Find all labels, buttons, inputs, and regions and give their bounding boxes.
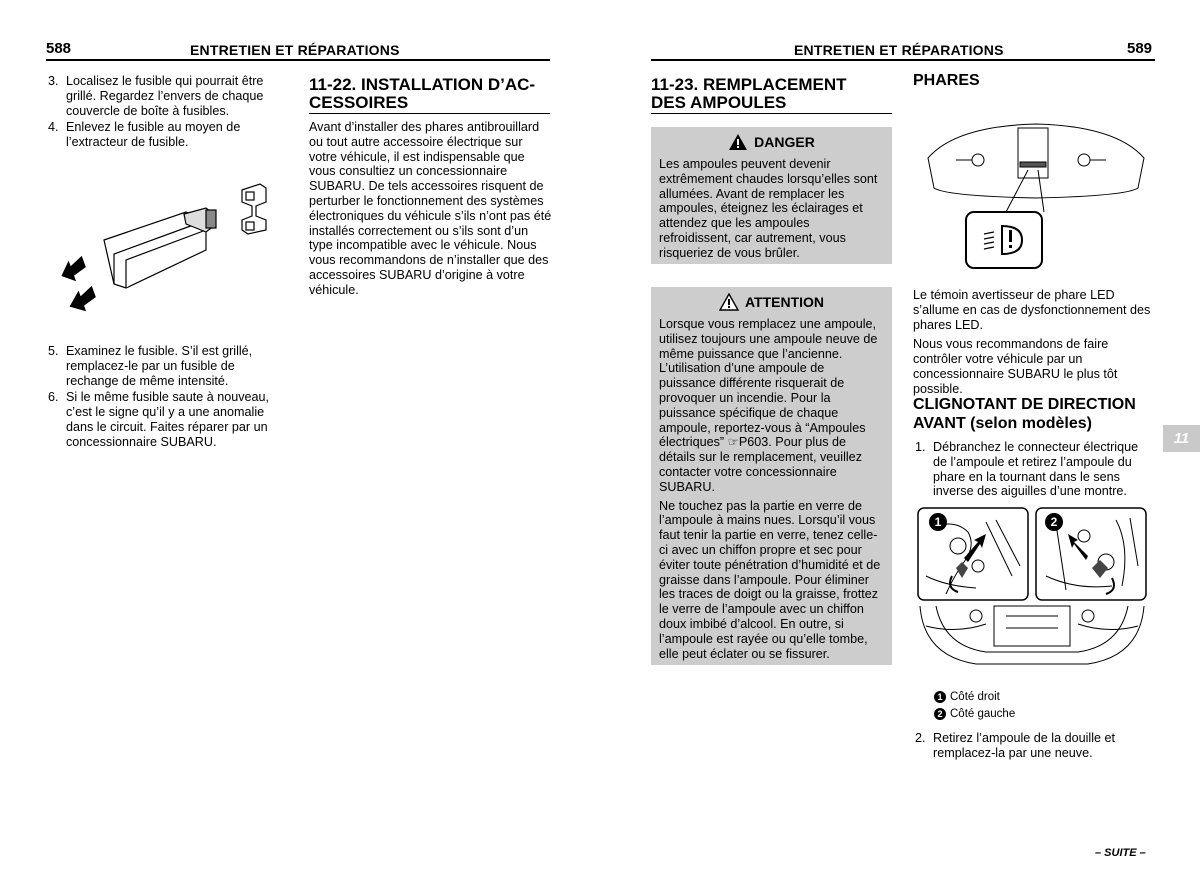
warning-triangle-icon	[719, 293, 739, 311]
list-item: 3. Localisez le fusible qui pourrait être grillé. Regardez l’envers de chaque couvercle de boîte à fusibles.	[48, 74, 264, 118]
callout-2: 2	[1050, 515, 1058, 529]
attention-paragraph: Ne touchez pas la partie en verre de l’ampoule à mains nues. Lorsqu’il vous faut tenir la partie en verre, tenez celle-ci avec un chiffon propre et sec pour éviter toute pénétration d’humidité et de graisse dans l’ampoule. Pour éliminer les traces de doigt ou la graisse, frottez le verre de l’ampoule avec un chiffon doux imbibé d’alcool. En outre, si l’ampoule est rayée ou qu’elle tombe, elle peut éclater ou se fissurer.	[659, 498, 881, 661]
phares-title: PHARES	[913, 72, 980, 89]
danger-header	[651, 127, 892, 157]
callout-1: 1	[934, 515, 942, 529]
attention-paragraph: Lorsque vous remplacez une ampoule, utilisez toujours une ampoule neuve de même puissance que l’ancienne. L’utilisation d’une ampoule de puissance différente risquerait de provoquer un incendie. Pour la puissance spécifique de chaque ampoule, reportez-vous à “Ampoules électriques” ☞P603. Pour plus de détails sur le remplacement, veuillez contacter votre concessionnaire SUBARU.	[659, 317, 878, 494]
turn-signal-bulb-illustration	[916, 506, 1148, 668]
instrument-cluster-illustration	[916, 118, 1156, 270]
accessories-section-title: 11-22. INSTALLATION D’AC- CESSOIRES	[309, 75, 536, 112]
list-item: 5. Examinez le fusible. S’il est grillé, remplacez-le par un fusible de rechange de même intensité.	[48, 344, 253, 388]
fuse-steps-bottom	[46, 344, 284, 452]
caption-left-side: 2 Côté gauche	[934, 708, 1015, 720]
left-page-number: 588	[46, 40, 72, 57]
fuse-puller-illustration	[56, 180, 286, 320]
phares-paragraph: Le témoin avertisseur de phare LED s’allume en cas de dysfonctionnement des phares LED.	[913, 288, 1151, 332]
continued-marker: – SUITE –	[1095, 847, 1146, 859]
bulb-section-title: 11-23. REMPLACEMENT DES AMPOULES	[651, 75, 847, 112]
callout-badge: 1	[934, 691, 946, 703]
fuse-steps-top	[46, 74, 284, 152]
attention-text	[651, 317, 892, 661]
clignotant-step-1	[913, 440, 1153, 501]
accessories-title-rule	[309, 113, 550, 114]
list-item: 6. Si le même fusible saute à nouveau, c’est le signe qu’il y a une anomalie dans le circuit. Faites réparer par un concessionnaire SUBARU.	[48, 390, 270, 449]
clignotant-title: CLIGNOTANT DE DIRECTION AVANT (selon modèles)	[913, 396, 1136, 432]
caption-right-side: 1 Côté droit	[934, 691, 1000, 703]
list-item: 4. Enlevez le fusible au moyen de l’extracteur de fusible.	[48, 120, 241, 150]
attention-header	[651, 287, 892, 317]
right-page-number: 589	[1127, 40, 1153, 57]
right-running-title: ENTRETIEN ET RÉPARATIONS	[794, 42, 1004, 58]
phares-paragraph: Nous vous recommandons de faire contrôler votre véhicule par un concessionnaire SUBARU le plus tôt possible.	[913, 337, 1118, 396]
right-header-rule	[651, 59, 1155, 61]
clignotant-step-2	[913, 731, 1153, 763]
danger-box	[651, 127, 892, 264]
left-running-title: ENTRETIEN ET RÉPARATIONS	[190, 42, 400, 58]
phares-body	[913, 288, 1151, 397]
bulb-title-rule	[651, 113, 892, 114]
danger-label: DANGER	[754, 133, 815, 150]
list-item: 2. Retirez l’ampoule de la douille et remplacez-la par une neuve.	[915, 731, 1116, 760]
danger-text: Les ampoules peuvent devenir extrêmement chaudes lorsqu’elles sont allumées. Avant de remplacer les ampoules, éteignez les éclairages et attendez que les ampoules refroidissent, car autrement, vous risqueriez de vous brûler.	[659, 157, 878, 260]
left-header-rule	[46, 59, 550, 61]
callout-badge: 2	[934, 708, 946, 720]
attention-label: ATTENTION	[744, 293, 825, 310]
chapter-side-tab: 11	[1163, 425, 1200, 452]
warning-triangle-icon	[728, 133, 748, 151]
attention-box	[651, 287, 892, 665]
list-item: 1. Débranchez le connecteur électrique de l’ampoule et retirez l’ampoule du phare en la tournant dans le sens inverse des aiguilles d’une montre.	[915, 440, 1139, 499]
accessories-body: Avant d’installer des phares antibrouillard ou tout autre accessoire électrique sur votre véhicule, il est indispensable que vous consultiez un concessionnaire SUBARU. De tels accessoires risquent de perturber le fonctionnement des systèmes électroniques du véhicule s’ils n’ont pas été installés correctement ou s’ils sont d’un type incompatible avec le véhicule. Nous vous recommandons de n’installer que des accessoires SUBARU d’origine à votre véhicule.	[309, 120, 552, 297]
